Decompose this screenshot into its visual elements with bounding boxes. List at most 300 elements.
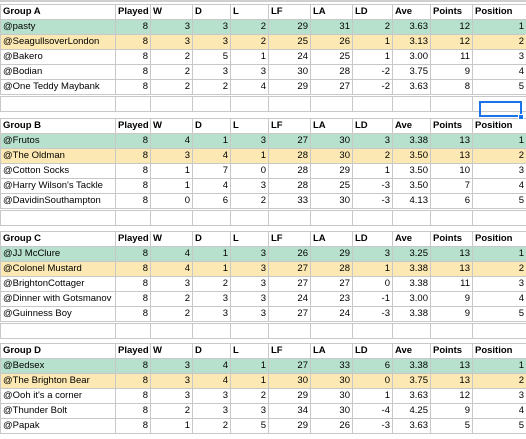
stat-cell[interactable]: 4 <box>193 374 231 389</box>
stat-cell[interactable]: 27 <box>311 277 353 292</box>
stat-cell[interactable]: 30 <box>311 194 353 209</box>
column-header-cell[interactable]: LF <box>269 5 311 20</box>
stat-cell[interactable]: 30 <box>311 149 353 164</box>
stat-cell[interactable]: 2 <box>151 80 193 95</box>
group-title-cell[interactable]: Group A <box>1 5 116 20</box>
stat-cell[interactable]: 3 <box>231 292 269 307</box>
column-header-cell[interactable]: Played <box>116 119 151 134</box>
stat-cell[interactable]: 5 <box>473 419 526 434</box>
stat-cell[interactable]: 2 <box>151 404 193 419</box>
empty-cell[interactable] <box>431 97 473 112</box>
stat-cell[interactable]: -2 <box>353 65 393 80</box>
column-header-cell[interactable]: D <box>193 232 231 247</box>
player-name-cell[interactable]: @SeagullsoverLondon <box>1 35 116 50</box>
empty-cell[interactable] <box>431 211 473 226</box>
stat-cell[interactable]: -3 <box>353 194 393 209</box>
stat-cell[interactable]: 2 <box>473 262 526 277</box>
empty-cell[interactable] <box>231 97 269 112</box>
column-header-cell[interactable]: L <box>231 344 269 359</box>
stat-cell[interactable]: 26 <box>269 247 311 262</box>
column-header-cell[interactable]: W <box>151 119 193 134</box>
stat-cell[interactable]: 30 <box>311 374 353 389</box>
stat-cell[interactable]: 28 <box>311 65 353 80</box>
stat-cell[interactable]: 27 <box>269 359 311 374</box>
column-header-cell[interactable]: Played <box>116 232 151 247</box>
stat-cell[interactable]: 3 <box>193 65 231 80</box>
empty-cell[interactable] <box>116 97 151 112</box>
stat-cell[interactable]: 8 <box>116 277 151 292</box>
stat-cell[interactable]: 11 <box>431 50 473 65</box>
player-name-cell[interactable]: @pasty <box>1 20 116 35</box>
column-header-cell[interactable]: Position <box>473 232 526 247</box>
stat-cell[interactable]: 1 <box>231 374 269 389</box>
stat-cell[interactable]: 3.38 <box>393 277 431 292</box>
stat-cell[interactable]: 11 <box>431 277 473 292</box>
stat-cell[interactable]: -3 <box>353 307 393 322</box>
column-header-cell[interactable]: Points <box>431 5 473 20</box>
stat-cell[interactable]: 2 <box>353 149 393 164</box>
stat-cell[interactable]: 2 <box>151 292 193 307</box>
stat-cell[interactable]: 8 <box>116 35 151 50</box>
stat-cell[interactable]: 6 <box>431 194 473 209</box>
stat-cell[interactable]: 1 <box>353 50 393 65</box>
stat-cell[interactable]: 4 <box>231 80 269 95</box>
stat-cell[interactable]: 23 <box>311 292 353 307</box>
stat-cell[interactable]: 8 <box>116 389 151 404</box>
player-name-cell[interactable]: @Bodian <box>1 65 116 80</box>
empty-cell[interactable] <box>151 211 193 226</box>
player-name-cell[interactable]: @JJ McClure <box>1 247 116 262</box>
empty-cell[interactable] <box>193 211 231 226</box>
stat-cell[interactable]: 1 <box>151 179 193 194</box>
stat-cell[interactable]: 3 <box>151 389 193 404</box>
stat-cell[interactable]: 4 <box>473 292 526 307</box>
column-header-cell[interactable]: Points <box>431 232 473 247</box>
stat-cell[interactable]: 3 <box>231 277 269 292</box>
stat-cell[interactable]: 13 <box>431 374 473 389</box>
stat-cell[interactable]: 2 <box>231 389 269 404</box>
column-header-cell[interactable]: W <box>151 232 193 247</box>
column-header-cell[interactable]: LA <box>311 232 353 247</box>
stat-cell[interactable]: 3.50 <box>393 179 431 194</box>
stat-cell[interactable]: 29 <box>269 389 311 404</box>
stat-cell[interactable]: 8 <box>116 194 151 209</box>
stat-cell[interactable]: 13 <box>431 149 473 164</box>
stat-cell[interactable]: 5 <box>431 419 473 434</box>
stat-cell[interactable]: 2 <box>193 277 231 292</box>
column-header-cell[interactable]: Position <box>473 119 526 134</box>
stat-cell[interactable]: 3 <box>193 35 231 50</box>
stat-cell[interactable]: 3.75 <box>393 65 431 80</box>
stat-cell[interactable]: 4 <box>151 134 193 149</box>
stat-cell[interactable]: 2 <box>473 149 526 164</box>
player-name-cell[interactable]: @Thunder Bolt <box>1 404 116 419</box>
stat-cell[interactable]: 4.25 <box>393 404 431 419</box>
column-header-cell[interactable]: Points <box>431 119 473 134</box>
stat-cell[interactable]: 4 <box>193 149 231 164</box>
stat-cell[interactable]: 5 <box>231 419 269 434</box>
stat-cell[interactable]: 3 <box>193 292 231 307</box>
column-header-cell[interactable]: LD <box>353 344 393 359</box>
stat-cell[interactable]: 3.63 <box>393 389 431 404</box>
stat-cell[interactable]: 3 <box>353 247 393 262</box>
stat-cell[interactable]: 3 <box>231 179 269 194</box>
stat-cell[interactable]: 3 <box>473 164 526 179</box>
stat-cell[interactable]: 28 <box>311 262 353 277</box>
stat-cell[interactable]: -3 <box>353 179 393 194</box>
stat-cell[interactable]: 2 <box>193 419 231 434</box>
stat-cell[interactable]: 3 <box>193 307 231 322</box>
column-header-cell[interactable]: LD <box>353 119 393 134</box>
stat-cell[interactable]: 3 <box>473 50 526 65</box>
stat-cell[interactable]: 3.63 <box>393 419 431 434</box>
empty-cell[interactable] <box>1 211 116 226</box>
empty-cell[interactable] <box>393 324 431 339</box>
column-header-cell[interactable]: LA <box>311 344 353 359</box>
stat-cell[interactable]: 4.13 <box>393 194 431 209</box>
empty-cell[interactable] <box>311 211 353 226</box>
stat-cell[interactable]: 1 <box>353 262 393 277</box>
stat-cell[interactable]: 30 <box>269 65 311 80</box>
player-name-cell[interactable]: @Bakero <box>1 50 116 65</box>
stat-cell[interactable]: 3.00 <box>393 50 431 65</box>
stat-cell[interactable]: 9 <box>431 292 473 307</box>
player-name-cell[interactable]: @Papak <box>1 419 116 434</box>
player-name-cell[interactable]: @One Teddy Maybank <box>1 80 116 95</box>
stat-cell[interactable]: 1 <box>231 50 269 65</box>
player-name-cell[interactable]: @The Brighton Bear <box>1 374 116 389</box>
stat-cell[interactable]: 1 <box>231 149 269 164</box>
stat-cell[interactable]: 8 <box>116 149 151 164</box>
stat-cell[interactable]: 4 <box>193 359 231 374</box>
stat-cell[interactable]: 30 <box>311 134 353 149</box>
stat-cell[interactable]: 30 <box>311 389 353 404</box>
column-header-cell[interactable]: D <box>193 5 231 20</box>
column-header-cell[interactable]: Ave <box>393 344 431 359</box>
player-name-cell[interactable]: @DavidinSouthampton <box>1 194 116 209</box>
stat-cell[interactable]: 3.25 <box>393 247 431 262</box>
stat-cell[interactable]: 8 <box>116 374 151 389</box>
stat-cell[interactable]: 3.00 <box>393 292 431 307</box>
empty-cell[interactable] <box>269 324 311 339</box>
stat-cell[interactable]: 31 <box>311 20 353 35</box>
stat-cell[interactable]: 3.50 <box>393 164 431 179</box>
player-name-cell[interactable]: @Frutos <box>1 134 116 149</box>
stat-cell[interactable]: 8 <box>431 80 473 95</box>
fill-handle[interactable] <box>518 114 524 120</box>
column-header-cell[interactable]: Position <box>473 344 526 359</box>
column-header-cell[interactable]: Points <box>431 344 473 359</box>
stat-cell[interactable]: 29 <box>269 20 311 35</box>
stat-cell[interactable]: 1 <box>193 134 231 149</box>
stat-cell[interactable]: 3 <box>151 35 193 50</box>
stat-cell[interactable]: 2 <box>473 35 526 50</box>
stat-cell[interactable]: 34 <box>269 404 311 419</box>
stat-cell[interactable]: 0 <box>231 164 269 179</box>
column-header-cell[interactable]: LA <box>311 5 353 20</box>
empty-cell[interactable] <box>311 324 353 339</box>
stat-cell[interactable]: 2 <box>231 20 269 35</box>
player-name-cell[interactable]: @Bedsex <box>1 359 116 374</box>
column-header-cell[interactable]: L <box>231 5 269 20</box>
stat-cell[interactable]: 3.63 <box>393 20 431 35</box>
stat-cell[interactable]: 9 <box>431 307 473 322</box>
column-header-cell[interactable]: LF <box>269 344 311 359</box>
column-header-cell[interactable]: D <box>193 344 231 359</box>
player-name-cell[interactable]: @BrightonCottager <box>1 277 116 292</box>
stat-cell[interactable]: 0 <box>151 194 193 209</box>
column-header-cell[interactable]: LF <box>269 232 311 247</box>
stat-cell[interactable]: 3.38 <box>393 262 431 277</box>
stat-cell[interactable]: -3 <box>353 419 393 434</box>
empty-cell[interactable] <box>431 324 473 339</box>
stat-cell[interactable]: 8 <box>116 262 151 277</box>
stat-cell[interactable]: 4 <box>473 65 526 80</box>
group-title-cell[interactable]: Group C <box>1 232 116 247</box>
stat-cell[interactable]: 13 <box>431 262 473 277</box>
stat-cell[interactable]: 4 <box>193 179 231 194</box>
stat-cell[interactable]: 1 <box>473 247 526 262</box>
empty-cell[interactable] <box>116 324 151 339</box>
stat-cell[interactable]: 3.75 <box>393 374 431 389</box>
player-name-cell[interactable]: @The Oldman <box>1 149 116 164</box>
stat-cell[interactable]: 25 <box>269 35 311 50</box>
stat-cell[interactable]: 29 <box>311 247 353 262</box>
stat-cell[interactable]: 3 <box>151 359 193 374</box>
empty-cell[interactable] <box>231 211 269 226</box>
stat-cell[interactable]: 8 <box>116 164 151 179</box>
stat-cell[interactable]: 1 <box>473 20 526 35</box>
stat-cell[interactable]: 12 <box>431 35 473 50</box>
stat-cell[interactable]: 30 <box>269 374 311 389</box>
stat-cell[interactable]: 8 <box>116 247 151 262</box>
stat-cell[interactable]: 3 <box>193 389 231 404</box>
stat-cell[interactable]: 33 <box>311 359 353 374</box>
empty-cell[interactable] <box>1 97 116 112</box>
stat-cell[interactable]: 7 <box>193 164 231 179</box>
player-name-cell[interactable]: @Cotton Socks <box>1 164 116 179</box>
stat-cell[interactable]: 26 <box>311 419 353 434</box>
stat-cell[interactable]: 4 <box>151 262 193 277</box>
stat-cell[interactable]: 8 <box>116 134 151 149</box>
column-header-cell[interactable]: W <box>151 5 193 20</box>
stat-cell[interactable]: 24 <box>269 50 311 65</box>
stat-cell[interactable]: 13 <box>431 247 473 262</box>
stat-cell[interactable]: 3.38 <box>393 307 431 322</box>
stat-cell[interactable]: 1 <box>353 35 393 50</box>
stat-cell[interactable]: 3 <box>193 404 231 419</box>
player-name-cell[interactable]: @Guinness Boy <box>1 307 116 322</box>
empty-cell[interactable] <box>311 97 353 112</box>
stat-cell[interactable]: 3.50 <box>393 149 431 164</box>
column-header-cell[interactable]: LD <box>353 5 393 20</box>
stat-cell[interactable]: 1 <box>193 247 231 262</box>
stat-cell[interactable]: 3 <box>193 20 231 35</box>
stat-cell[interactable]: -4 <box>353 404 393 419</box>
table-row <box>1 262 526 277</box>
stat-cell[interactable]: 1 <box>151 419 193 434</box>
empty-cell[interactable] <box>193 324 231 339</box>
stat-cell[interactable]: 28 <box>269 164 311 179</box>
column-header-cell[interactable]: Played <box>116 5 151 20</box>
column-header-cell[interactable]: Ave <box>393 5 431 20</box>
empty-cell[interactable] <box>231 324 269 339</box>
stat-cell[interactable]: 2 <box>231 194 269 209</box>
stat-cell[interactable]: 8 <box>116 80 151 95</box>
column-header-cell[interactable]: W <box>151 344 193 359</box>
column-header-cell[interactable]: Position <box>473 5 526 20</box>
stat-cell[interactable]: 3 <box>151 374 193 389</box>
player-name-cell[interactable]: @Colonel Mustard <box>1 262 116 277</box>
empty-cell[interactable] <box>473 324 526 339</box>
stat-cell[interactable]: 2 <box>151 65 193 80</box>
stat-cell[interactable]: 3 <box>231 404 269 419</box>
stat-cell[interactable]: -1 <box>353 292 393 307</box>
group-title-cell[interactable]: Group D <box>1 344 116 359</box>
stat-cell[interactable]: 8 <box>116 307 151 322</box>
stat-cell[interactable]: 12 <box>431 20 473 35</box>
stat-cell[interactable]: 27 <box>269 134 311 149</box>
column-header-cell[interactable]: Ave <box>393 232 431 247</box>
stat-cell[interactable]: 33 <box>269 194 311 209</box>
stat-cell[interactable]: 8 <box>116 179 151 194</box>
stat-cell[interactable]: 3 <box>151 277 193 292</box>
stat-cell[interactable]: 8 <box>116 404 151 419</box>
stat-cell[interactable]: 30 <box>311 404 353 419</box>
stat-cell[interactable]: 10 <box>431 164 473 179</box>
stat-cell[interactable]: 0 <box>353 277 393 292</box>
empty-cell[interactable] <box>393 211 431 226</box>
stat-cell[interactable]: 1 <box>473 359 526 374</box>
stat-cell[interactable]: 27 <box>269 307 311 322</box>
stat-cell[interactable]: 8 <box>116 419 151 434</box>
stat-cell[interactable]: 24 <box>311 307 353 322</box>
stat-cell[interactable]: 3 <box>231 134 269 149</box>
column-header-cell[interactable]: L <box>231 232 269 247</box>
stat-cell[interactable]: -2 <box>353 80 393 95</box>
stat-cell[interactable]: 24 <box>269 292 311 307</box>
stat-cell[interactable]: 8 <box>116 50 151 65</box>
stat-cell[interactable]: 27 <box>269 262 311 277</box>
stat-cell[interactable]: 3 <box>473 389 526 404</box>
stat-cell[interactable]: 5 <box>473 194 526 209</box>
stat-cell[interactable]: 3 <box>231 262 269 277</box>
stat-cell[interactable]: 5 <box>193 50 231 65</box>
stat-cell[interactable]: 2 <box>151 307 193 322</box>
column-header-cell[interactable]: Played <box>116 344 151 359</box>
stat-cell[interactable]: 13 <box>431 359 473 374</box>
stat-cell[interactable]: 2 <box>231 35 269 50</box>
stat-cell[interactable]: 1 <box>193 262 231 277</box>
empty-cell[interactable] <box>1 324 116 339</box>
stat-cell[interactable]: 2 <box>353 20 393 35</box>
selected-cell[interactable] <box>479 101 522 117</box>
stat-cell[interactable]: 3 <box>151 149 193 164</box>
stat-cell[interactable]: 27 <box>269 277 311 292</box>
stat-cell[interactable]: 3.38 <box>393 359 431 374</box>
empty-cell[interactable] <box>353 324 393 339</box>
stat-cell[interactable]: 1 <box>473 134 526 149</box>
empty-cell[interactable] <box>353 97 393 112</box>
stat-cell[interactable]: 26 <box>311 35 353 50</box>
column-header-cell[interactable]: LF <box>269 119 311 134</box>
stat-cell[interactable]: 2 <box>193 80 231 95</box>
player-name-cell[interactable]: @Harry Wilson's Tackle <box>1 179 116 194</box>
table-row <box>1 247 526 262</box>
stat-cell[interactable]: 1 <box>151 164 193 179</box>
stat-cell[interactable]: 4 <box>473 404 526 419</box>
stat-cell[interactable]: 1 <box>353 164 393 179</box>
stat-cell[interactable]: 13 <box>431 134 473 149</box>
stat-cell[interactable]: 4 <box>473 179 526 194</box>
stat-cell[interactable]: 9 <box>431 65 473 80</box>
stat-cell[interactable]: 2 <box>473 374 526 389</box>
column-header-cell[interactable]: L <box>231 119 269 134</box>
player-name-cell[interactable]: @Ooh it's a corner <box>1 389 116 404</box>
stat-cell[interactable]: 3.63 <box>393 80 431 95</box>
stat-cell[interactable]: 9 <box>431 404 473 419</box>
stat-cell[interactable]: 8 <box>116 65 151 80</box>
empty-cell[interactable] <box>151 97 193 112</box>
column-header-cell[interactable]: LA <box>311 119 353 134</box>
stat-cell[interactable]: 29 <box>269 419 311 434</box>
stat-cell[interactable]: 6 <box>193 194 231 209</box>
stat-cell[interactable]: 8 <box>116 292 151 307</box>
group-title-cell[interactable]: Group B <box>1 119 116 134</box>
stat-cell[interactable]: 3.38 <box>393 134 431 149</box>
stat-cell[interactable]: 3 <box>231 65 269 80</box>
stat-cell[interactable]: 12 <box>431 389 473 404</box>
stat-cell[interactable]: 29 <box>311 164 353 179</box>
empty-cell[interactable] <box>473 211 526 226</box>
empty-cell[interactable] <box>193 97 231 112</box>
stat-cell[interactable]: 29 <box>269 80 311 95</box>
stat-cell[interactable]: 3 <box>231 307 269 322</box>
stat-cell[interactable]: 8 <box>116 359 151 374</box>
stat-cell[interactable]: 28 <box>269 179 311 194</box>
stat-cell[interactable]: 25 <box>311 50 353 65</box>
column-header-cell[interactable]: D <box>193 119 231 134</box>
column-header-cell[interactable]: Ave <box>393 119 431 134</box>
player-name-cell[interactable]: @Dinner with Gotsmanov <box>1 292 116 307</box>
stat-cell[interactable]: 3 <box>473 277 526 292</box>
stat-cell[interactable]: 1 <box>353 389 393 404</box>
stat-cell[interactable]: 5 <box>473 80 526 95</box>
stat-cell[interactable]: 4 <box>151 247 193 262</box>
stat-cell[interactable]: 28 <box>269 149 311 164</box>
column-header-cell[interactable]: LD <box>353 232 393 247</box>
stat-cell[interactable]: 3 <box>231 247 269 262</box>
stat-cell[interactable]: 3.13 <box>393 35 431 50</box>
empty-cell[interactable] <box>353 211 393 226</box>
stat-cell[interactable]: 8 <box>116 20 151 35</box>
stat-cell[interactable]: 6 <box>353 359 393 374</box>
stat-cell[interactable]: 0 <box>353 374 393 389</box>
stat-cell[interactable]: 27 <box>311 80 353 95</box>
stat-cell[interactable]: 1 <box>231 359 269 374</box>
stat-cell[interactable]: 7 <box>431 179 473 194</box>
stat-cell[interactable]: 25 <box>311 179 353 194</box>
empty-cell[interactable] <box>269 97 311 112</box>
stat-cell[interactable]: 3 <box>151 20 193 35</box>
empty-cell[interactable] <box>116 211 151 226</box>
stat-cell[interactable]: 3 <box>353 134 393 149</box>
empty-cell[interactable] <box>269 211 311 226</box>
empty-cell[interactable] <box>393 97 431 112</box>
stat-cell[interactable]: 5 <box>473 307 526 322</box>
empty-cell[interactable] <box>151 324 193 339</box>
stat-cell[interactable]: 2 <box>151 50 193 65</box>
